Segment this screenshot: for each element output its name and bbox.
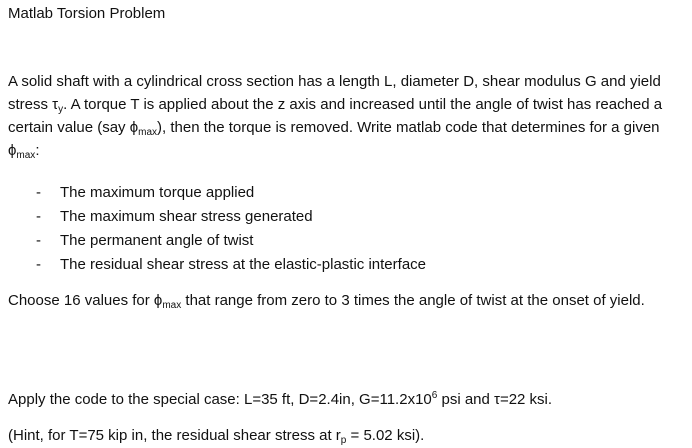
intro-text-1: A solid shaft with a cylindrical cross section has a length L, diameter D, shear modulus G and yield stress τ — [8, 73, 661, 113]
apply-text-1: Apply the code to the special case: L=35 ft, D=2.4in, G=11.2x10 — [8, 391, 432, 408]
yield-subscript: y — [58, 104, 64, 115]
intro-text-4: : — [35, 142, 40, 159]
p-subscript: p — [340, 435, 347, 446]
choose-text-1: Choose 16 values for — [8, 292, 154, 309]
list-dash: - — [36, 256, 41, 273]
hint-text-1: (Hint, for T=75 kip in, the residual shear stress at r — [8, 427, 341, 444]
list-item-text: The maximum shear stress generated — [60, 208, 313, 225]
hint-text-2: = 5.02 ksi). — [346, 427, 425, 444]
exponent-superscript: 6 — [431, 390, 438, 401]
max-subscript: max — [16, 150, 36, 161]
requirements-list — [0, 183, 692, 279]
problem-statement — [8, 70, 688, 162]
hint-paragraph — [8, 424, 688, 447]
list-item — [0, 183, 692, 207]
phi-symbol: ϕ — [129, 119, 139, 136]
phi-max-symbol — [8, 142, 39, 159]
apply-text-2: psi and τ=22 ksi. — [437, 391, 553, 408]
intro-text-3: ), then the torque is removed. Write matlab code that determines for a given — [157, 119, 660, 136]
choose-values-paragraph — [8, 289, 688, 312]
intro-text-2: . A torque T is applied about the z axis and increased until the angle of twist has reached a certain value (say — [8, 96, 663, 136]
list-item-text: The residual shear stress at the elastic-plastic interface — [60, 256, 426, 273]
list-dash: - — [36, 232, 41, 249]
choose-text-2: that range from zero to 3 times the angle of twist at the onset of yield. — [181, 292, 645, 309]
document-title: Matlab Torsion Problem — [8, 5, 166, 22]
list-item — [0, 255, 692, 279]
list-item — [0, 207, 692, 231]
special-case-paragraph — [8, 388, 688, 411]
list-item — [0, 231, 692, 255]
max-subscript: max — [162, 300, 182, 311]
phi-max-symbol — [154, 292, 181, 309]
phi-max-symbol — [130, 119, 157, 136]
list-dash: - — [36, 184, 41, 201]
list-item-text: The permanent angle of twist — [60, 232, 254, 249]
max-subscript: max — [138, 127, 158, 138]
phi-symbol: ϕ — [8, 142, 17, 159]
phi-symbol: ϕ — [153, 292, 163, 309]
list-dash: - — [36, 208, 41, 225]
list-item-text: The maximum torque applied — [60, 184, 255, 201]
